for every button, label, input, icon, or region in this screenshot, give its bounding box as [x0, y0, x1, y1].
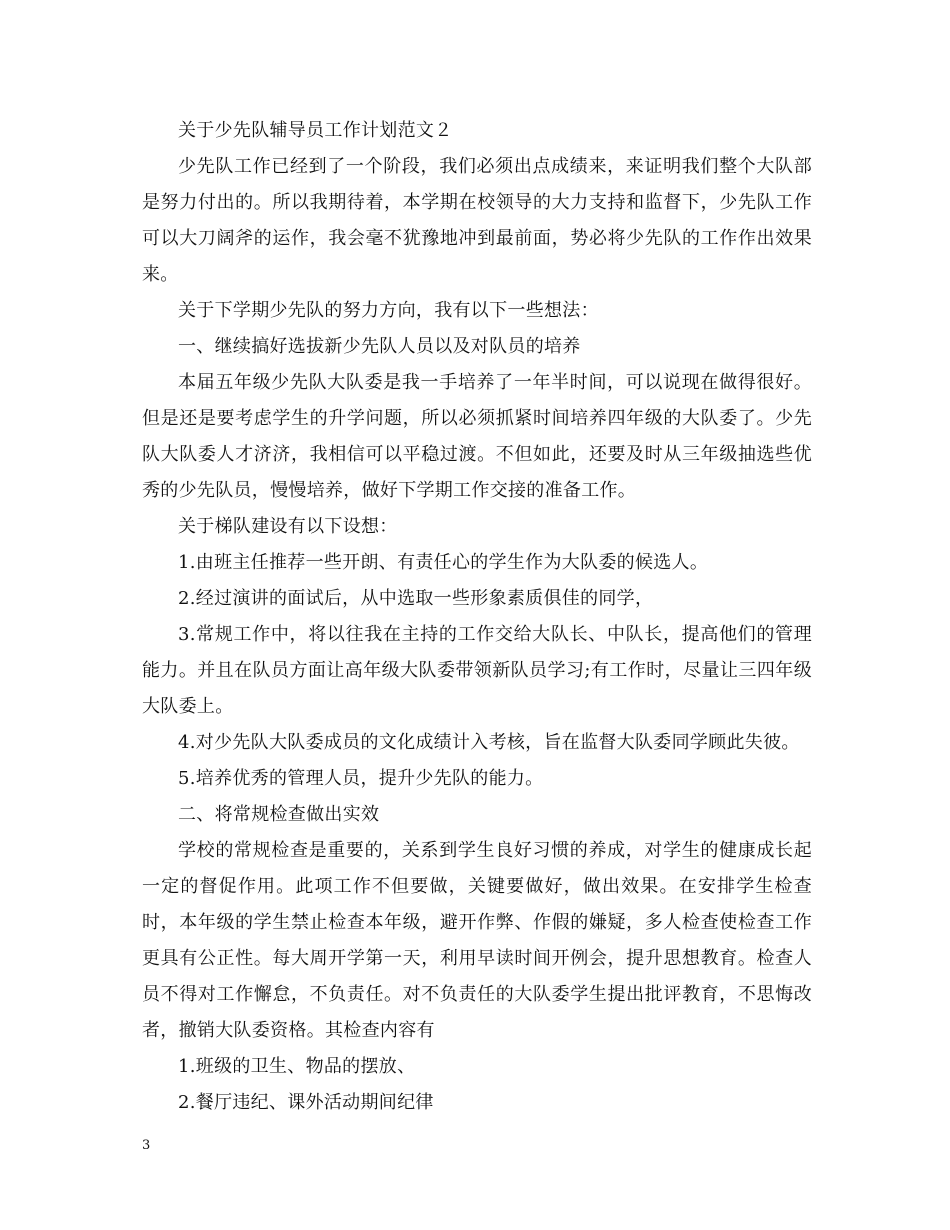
paragraph-4: 关于梯队建设有以下设想：	[178, 516, 398, 537]
document-title: 关于少先队辅导员工作计划范文２	[178, 120, 453, 141]
check-item-1: 1.班级的卫生、物品的摆放、	[178, 1056, 416, 1077]
section-heading-1: 一、继续搞好选拔新少先队人员以及对队员的培养	[178, 336, 581, 357]
paragraph-1: 少先队工作已经到了一个阶段，我们必须出点成绩来，来证明我们整个大队部是努力付出的。所以我期待着，本学期在校领导的大力支持和监督下，少先队工作可以大刀阔斧的运作，我会毫不犹豫地冲到最前面，势必将少先队的工作作出效果来。	[142, 156, 812, 285]
list-item-5: 5.培养优秀的管理人员，提升少先队的能力。	[178, 768, 544, 789]
check-item-2: 2.餐厅违纪、课外活动期间纪律	[178, 1092, 434, 1113]
page-number: 3	[142, 1138, 151, 1153]
paragraph-5: 学校的常规检查是重要的，关系到学生良好习惯的养成，对学生的健康成长起一定的督促作用。此项工作不但要做，关键要做好，做出效果。在安排学生检查时，本年级的学生禁止检查本年级，避开作弊、作假的嫌疑，多人检查使检查工作更具有公正性。每大周开学第一天，利用早读时间开例会，提升思想教育。检查人员不得对工作懈怠，不负责任。对不负责任的大队委学生提出批评教育，不思悔改者，撤销大队委资格。其检查内容有	[142, 840, 812, 1041]
list-item-3: 3.常规工作中，将以往我在主持的工作交给大队长、中队长，提高他们的管理能力。并且在队员方面让高年级大队委带领新队员学习;有工作时，尽量让三四年级大队委上。	[142, 624, 812, 717]
section-heading-2: 二、将常规检查做出实效	[178, 804, 380, 825]
document-body	[142, 113, 812, 1121]
paragraph-2: 关于下学期少先队的努力方向，我有以下一些想法：	[178, 300, 599, 321]
list-item-1: 1.由班主任推荐一些开朗、有责任心的学生作为大队委的候选人。	[178, 552, 709, 573]
paragraph-3: 本届五年级少先队大队委是我一手培养了一年半时间，可以说现在做得很好。但是还是要考虑学生的升学问题，所以必须抓紧时间培养四年级的大队委了。少先队大队委人才济济，我相信可以平稳过渡。不但如此，还要及时从三年级抽选些优秀的少先队员，慢慢培养，做好下学期工作交接的准备工作。	[142, 372, 812, 501]
list-item-4: 4.对少先队大队委成员的文化成绩计入考核，旨在监督大队委同学顾此失彼。	[178, 732, 800, 753]
list-item-2: 2.经过演讲的面试后，从中选取一些形象素质俱佳的同学，	[178, 588, 654, 609]
